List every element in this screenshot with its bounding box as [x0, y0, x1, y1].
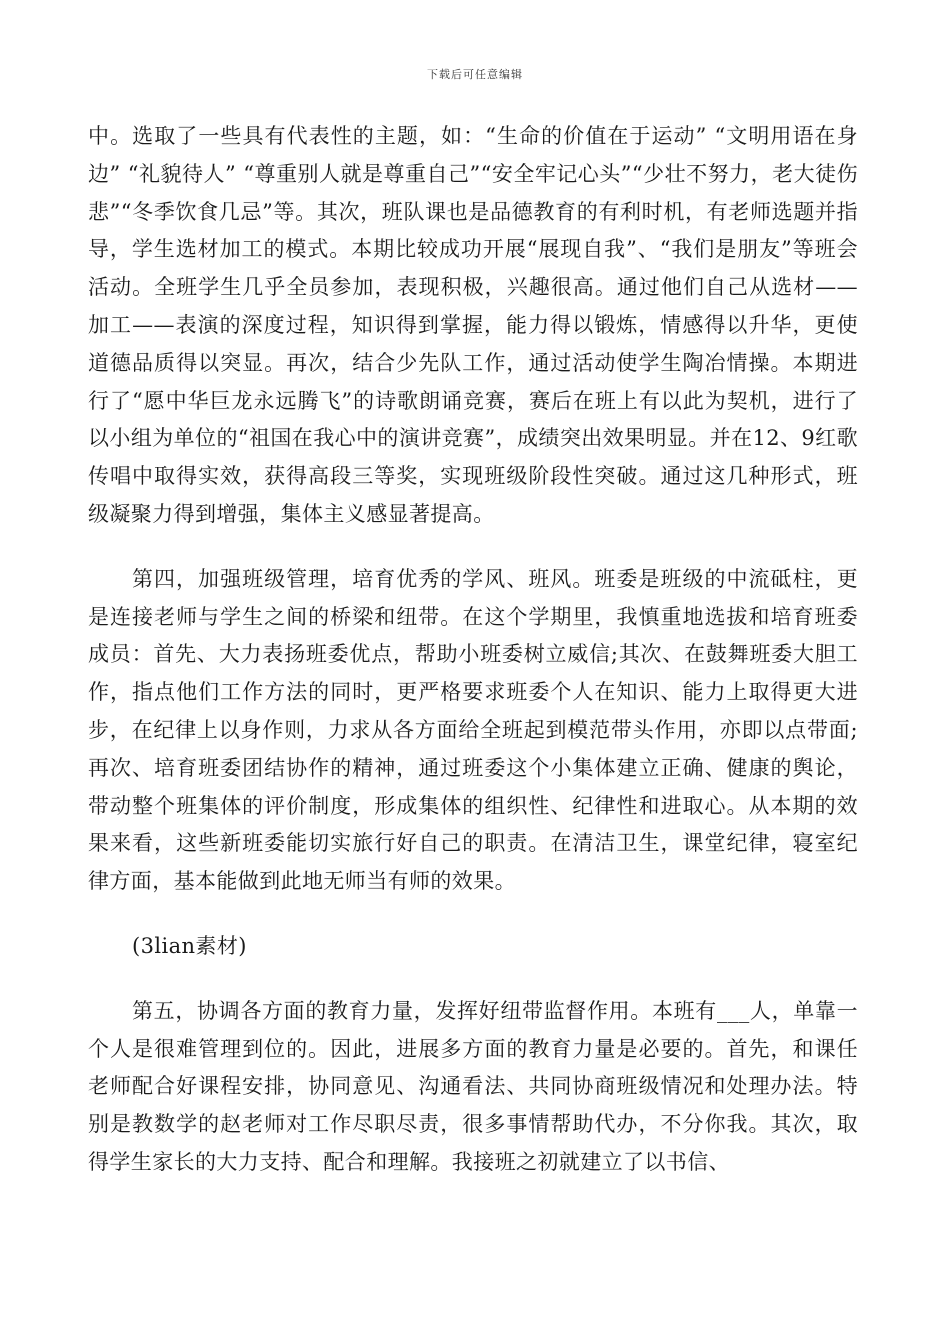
paragraph-gap	[88, 901, 858, 928]
paragraph-1: 中。选取了一些具有代表性的主题，如：“生命的价值在于运动” “文明用语在身边” “礼貌待人” “尊重别人就是尊重自己”“安全牢记心头”“少壮不努力，老大徒伤悲”“冬季饮食几忌”等。其次，班队课也是品德教育的有利时机，有老师选题并指导，学生选材加工的模式。本期比较成功开展“展现自我”、“我们是朋友”等班会活动。全班学生几乎全员参加，表现积极，兴趣很高。通过他们自己从选材——加工——表演的深度过程，知识得到掌握，能力得以锻炼，情感得以升华，更使道德品质得以突显。再次，结合少先队工作，通过活动使学生陶冶情操。本期进行了“愿中华巨龙永远腾飞”的诗歌朗诵竞赛，赛后在班上有以此为契机，进行了以小组为单位的“祖国在我心中的演讲竞赛”，成绩突出效果明显。并在12、9红歌传唱中取得实效，获得高段三等奖，实现班级阶段性突破。通过这几种形式，班级凝聚力得到增强，集体主义感显著提高。	[88, 124, 858, 526]
page-header: 下载后可任意编辑	[427, 68, 523, 81]
document-body	[88, 118, 858, 1182]
paragraph-2: 第四，加强班级管理，培育优秀的学风、班风。班委是班级的中流砥柱，更是连接老师与学生之间的桥梁和纽带。在这个学期里，我慎重地选拔和培育班委成员：首先、大力表扬班委优点，帮助小班委树立威信;其次、在鼓舞班委大胆工作，指点他们工作方法的同时，更严格要求班委个人在知识、能力上取得更大进步，在纪律上以身作则，力求从各方面给全班起到模范带头作用，亦即以点带面;再次、培育班委团结协作的精神，通过班委这个小集体建立正确、健康的舆论，带动整个班集体的评价制度，形成集体的组织性、纪律性和进取心。从本期的效果来看，这些新班委能切实旅行好自己的职责。在清洁卫生，课堂纪律，寝室纪律方面，基本能做到此地无师当有师的效果。	[88, 566, 858, 894]
paragraph-gap	[88, 534, 858, 561]
paragraph-3: (3lian素材)	[132, 933, 247, 958]
paragraph-4: 第五，协调各方面的教育力量，发挥好纽带监督作用。本班有___人，单靠一个人是很难管理到位的。因此，进展多方面的教育力量是必要的。首先，和课任老师配合好课程安排，协同意见、沟通看法、共同协商班级情况和处理办法。特别是教数学的赵老师对工作尽职尽责，很多事情帮助代办，不分你我。其次，取得学生家长的大力支持、配合和理解。我接班之初就建立了以书信、	[88, 998, 858, 1174]
paragraph-gap	[88, 966, 858, 993]
